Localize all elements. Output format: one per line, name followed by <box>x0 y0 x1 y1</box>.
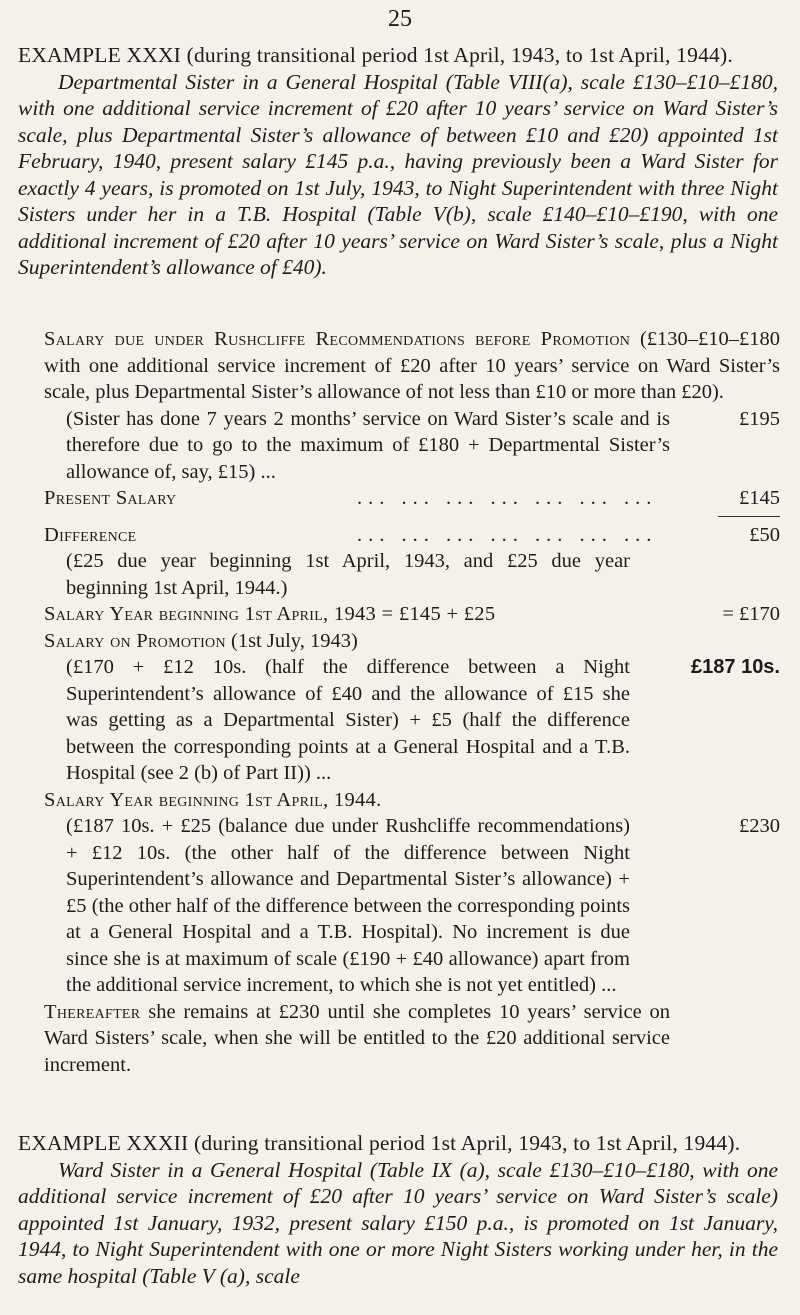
salary-year-1943-amount: = £170 <box>722 603 780 625</box>
example-31 <box>18 42 778 281</box>
difference-row: Difference ... ... ... ... ... ... ... £50 <box>44 522 780 549</box>
salary-due-label: Salary due under Rushcliffe Recommendations before Promotion <box>44 328 631 350</box>
example-32-description: Ward Sister in a General Hospital (Table IX (a), scale £130–£10–£180, with one additional service increment of £20 after 10 years’ service on Ward Sister’s scale) appointed 1st January, 1932, present salary £150 p.a., is promoted on 1st January, 1944, to Night Superintendent with one or more Night Sisters working under her, in the same hospital (Table V (a), scale <box>18 1157 778 1288</box>
salary-year-1944-text: (£187 10s. + £25 (balance due under Rushcliffe recommendations) + £12 10s. (the other half of the difference between Night Superintendent’s allowance and Departmental Sister’s allowance) + £5 (the other half of the difference between the corresponding points at a General Hospital and a T.B. Hospital). No increment is due since she is at maximum of scale (£190 + £40 allowance) apart from the additional service increment, to which she is not yet entitled) ... <box>66 815 630 996</box>
salary-year-1944-row <box>44 813 780 999</box>
example-31-title: EXAMPLE XXXI <box>18 43 182 67</box>
salary-year-1944-amount: £230 <box>739 815 780 837</box>
example-31-description: Departmental Sister in a General Hospital (Table VIII(a), scale £130–£10–£180, with one additional service increment of £20 after 10 years’ service on Ward Sister’s scale, plus Departmental Sister’s allowance of between £10 and £20) appointed 1st February, 1940, present salary £145 p.a., having previously been a Ward Sister for exactly 4 years, is promoted on 1st July, 1943, to Night Superintendent with three Night Sisters under her in a T.B. Hospital (Table V(b), scale £140–£10–£190, with one additional increment of £20 after 10 years’ service on Ward Sister’s scale, plus a Night Superintendent’s allowance of £40). <box>18 69 778 279</box>
present-salary-amount: £145 <box>739 487 780 509</box>
salary-year-1943-row <box>44 601 780 628</box>
salary-year-1944-label: Salary Year beginning 1st April, 1944. <box>44 788 382 811</box>
sister-note-row <box>44 406 780 486</box>
promotion-amount: £187 10s. <box>691 656 780 678</box>
example-32 <box>18 1130 778 1289</box>
example-32-heading <box>18 1130 778 1157</box>
difference-note: (£25 due year beginning 1st April, 1943, and £25 due year beginning 1st April, 1944.) <box>66 550 630 599</box>
present-salary-label: Present Salary <box>44 487 177 509</box>
promotion-heading <box>44 628 780 655</box>
example-31-period: (during transitional period 1st April, 1943, to 1st April, 1944). <box>186 43 733 67</box>
salary-year-1943-label: Salary Year beginning 1st April, 1943 = £145 + £25 <box>44 603 496 625</box>
salary-due-paragraph <box>44 326 780 406</box>
thereafter-paragraph <box>44 999 780 1079</box>
thereafter-label: Thereafter <box>44 1000 141 1023</box>
page-number: 25 <box>388 6 412 32</box>
example-31-calculation <box>44 326 780 1078</box>
sum-rule <box>718 516 780 517</box>
promotion-date: (1st July, 1943) <box>231 629 358 652</box>
example-32-title: EXAMPLE XXXII <box>18 1131 189 1155</box>
example-32-period: (during transitional period 1st April, 1943, to 1st April, 1944). <box>193 1131 741 1155</box>
promotion-label: Salary on Promotion <box>44 629 226 652</box>
promotion-row <box>44 654 780 787</box>
salary-due-text: (£130–£10–£180 with one additional service increment of £20 after 10 years’ service on Ward Sister’s scale, plus Departmental Sister’s allowance of not less than £10 or more than £20). <box>44 328 781 403</box>
promotion-text: (£170 + £12 10s. (half the difference between a Night Superintendent’s allowance of £40 and the allowance of £15 she was getting as a Departmental Sister) + £5 (half the difference between the corresponding points at a General Hospital and a T.B. Hospital (see 2 (b) of Part II)) ... <box>66 656 630 784</box>
sister-note: (Sister has done 7 years 2 months’ service on Ward Sister’s scale and is therefore due to go to the maximum of £180 + Departmental Sister’s allowance of, say, £15) ... <box>66 407 670 483</box>
example-31-heading <box>18 42 778 69</box>
difference-amount: £50 <box>749 523 780 546</box>
present-salary-row: Present Salary ... ... ... ... ... ... ... £145 <box>44 485 780 512</box>
thereafter-text: she remains at £230 until she completes 10 years’ service on Ward Sisters’ scale, when she will be entitled to the £20 additional service increment. <box>44 1000 670 1076</box>
difference-label: Difference <box>44 523 137 546</box>
amount-due: £195 <box>739 407 780 430</box>
